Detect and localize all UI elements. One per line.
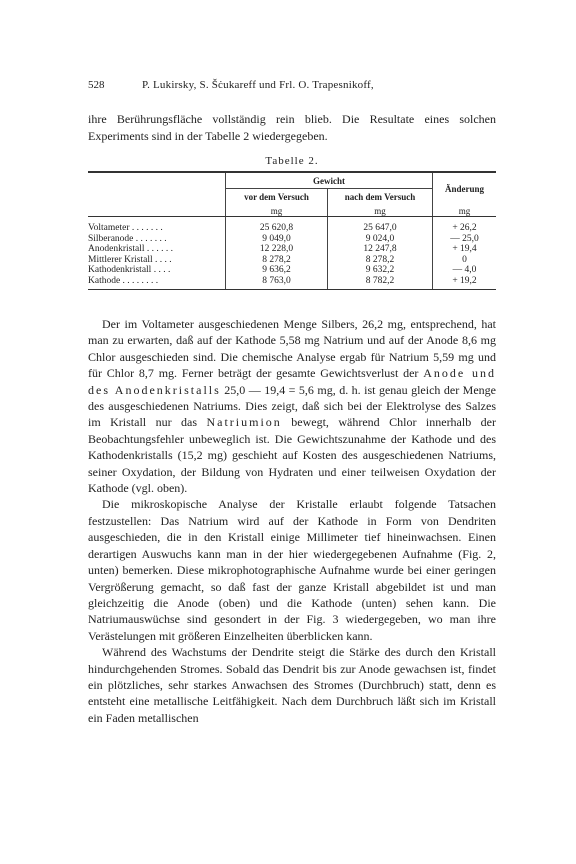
row-label: Anodenkristall . . . . . . xyxy=(88,244,173,254)
paragraph-analysis xyxy=(88,316,496,496)
before-value: 12 228,0 xyxy=(226,244,328,255)
table-row xyxy=(88,255,496,266)
after-value: 9 024,0 xyxy=(328,234,433,245)
table-corner-cell xyxy=(88,189,226,206)
after-value: 25 647,0 xyxy=(328,217,433,234)
running-header xyxy=(88,79,496,93)
before-value: 9 049,0 xyxy=(226,234,328,245)
results-table xyxy=(88,171,496,290)
change-value: + 26,2 xyxy=(433,217,497,234)
weight-group-header: Gewicht xyxy=(226,172,433,189)
paragraph-dendrites: Während des Wachstums der Dendrite steigt die Stärke des durch den Kristall hindurchgehenden Stromes. Sobald das Dendrit bis zur Anode gewachsen ist, findet ein plötzliches, sehr starkes Anwachsen des Stromes (Durchbruch) statt, denn es entsteht eine metallische Leitfähigkeit. Nach dem Durchbruch läßt sich im Kristall ein Faden metallischen xyxy=(88,645,496,725)
unit-change: mg xyxy=(433,205,497,217)
change-value: + 19,4 xyxy=(433,244,497,255)
paragraph-microscopy: Die mikroskopische Analyse der Kristalle erlaubt folgende Tatsachen festzustellen: Das Natrium wird auf der Kathode in Form von Dendriten ausgeschieden, die in den Kristall einige Millimeter tief hineinwachsen. Einen derartigen Auswuchs kann man in der hier wiedergegebenen Aufnahme (Fig. 2, unten) bemerken. Diese mikrophotographische Aufnahme wurde bei einer geringen Vergrößerung gemacht, so daß fast der ganze Kristall abgebildet ist und man gleichzeitig die Anode (oben) und die Kathode (unten) sehen kann. Die Natriumauswüchse sind gesondert in der Fig. 3 wiedergegeben, wo man ihre Verästelungen mit größeren Einzelheiten überblicken kann. xyxy=(88,497,496,643)
spaced-emphasis-anode: Anode und des Anodenkristalls xyxy=(88,366,496,397)
table-corner-cell xyxy=(88,205,226,217)
unit-after: mg xyxy=(328,205,433,217)
intro-paragraph xyxy=(88,111,496,144)
row-label: Kathodenkristall . . . . xyxy=(88,265,171,275)
intro-text: ihre Berührungsfläche vollständig rein blieb. Die Resultate eines solchen Experiments sind in der Tabelle 2 wiedergegeben. xyxy=(88,112,496,143)
after-column-header: nach dem Versuch xyxy=(328,189,433,206)
table-body xyxy=(88,217,496,290)
table-row xyxy=(88,217,496,234)
spaced-emphasis-natriumion: Natriumion xyxy=(206,415,282,430)
before-value: 25 620,8 xyxy=(226,217,328,234)
row-label: Mittlerer Kristall . . . . xyxy=(88,254,172,265)
after-value: 9 632,2 xyxy=(328,265,433,276)
row-label: Kathode . . . . . . . . xyxy=(88,276,226,290)
after-value: 12 247,8 xyxy=(328,244,433,255)
change-value: — 4,0 xyxy=(433,265,497,276)
change-column-header: Änderung xyxy=(433,172,497,205)
before-value: 8 763,0 xyxy=(226,276,328,290)
row-label: Silberanode . . . . . . . xyxy=(88,233,167,244)
table-caption: Tabelle 2. xyxy=(265,155,319,167)
table-row xyxy=(88,276,496,290)
change-value: 0 xyxy=(433,255,497,266)
table-row xyxy=(88,234,496,245)
paragraph-analysis-part-a: Der im Voltameter ausgeschiedenen Menge Silbers, 26,2 mg, entsprechend, hat man zu erwarten, daß auf der Kathode 5,58 mg Natrium und auf der Anode 8,6 mg Chlor ausgeschieden sind. Die chemische Analyse ergab für Natrium 5,59 mg und für Chlor 8,7 mg. Ferner beträgt der gesamte Gewichtsverlust der xyxy=(88,317,496,381)
page-number: 528 xyxy=(88,79,105,91)
before-value: 9 636,2 xyxy=(226,265,328,276)
before-value: 8 278,2 xyxy=(226,255,328,266)
after-value: 8 278,2 xyxy=(328,255,433,266)
table-corner-cell xyxy=(88,172,226,189)
row-label: Voltameter . . . . . . . xyxy=(88,223,163,233)
before-column-header: vor dem Versuch xyxy=(226,189,328,206)
paragraph-analysis-part-c: 25,0 — 19,4 = 5,6 mg, d. h. ist genau gleich der Menge des ausgeschiedenen Natriums. Dies zeigt, daß sich bei der Elektrolyse des Salzes im Kristall nur das xyxy=(88,382,496,430)
table-row xyxy=(88,244,496,255)
change-value: — 25,0 xyxy=(433,234,497,245)
table-row xyxy=(88,265,496,276)
body-text xyxy=(88,316,496,726)
running-head-authors: P. Lukirsky, S. Šċukareff und Frl. O. Trapesnikoff, xyxy=(142,79,374,91)
change-value: + 19,2 xyxy=(433,276,497,290)
after-value: 8 782,2 xyxy=(328,276,433,290)
paragraph-analysis-part-e: bewegt, während Chlor innerhalb der Beobachtungsfehler unbeweglich ist. Die Gewichtszunahme der Kathode und des Kathodenkristalls (15,2 mg) geschieht auf Kosten des ausgeschiedenen Natriums, seiner Oxydation, der Bildung von Hydraten und einer teilweisen Oxydation der Kathode (vgl. oben). xyxy=(88,415,496,496)
unit-before: mg xyxy=(226,205,328,217)
